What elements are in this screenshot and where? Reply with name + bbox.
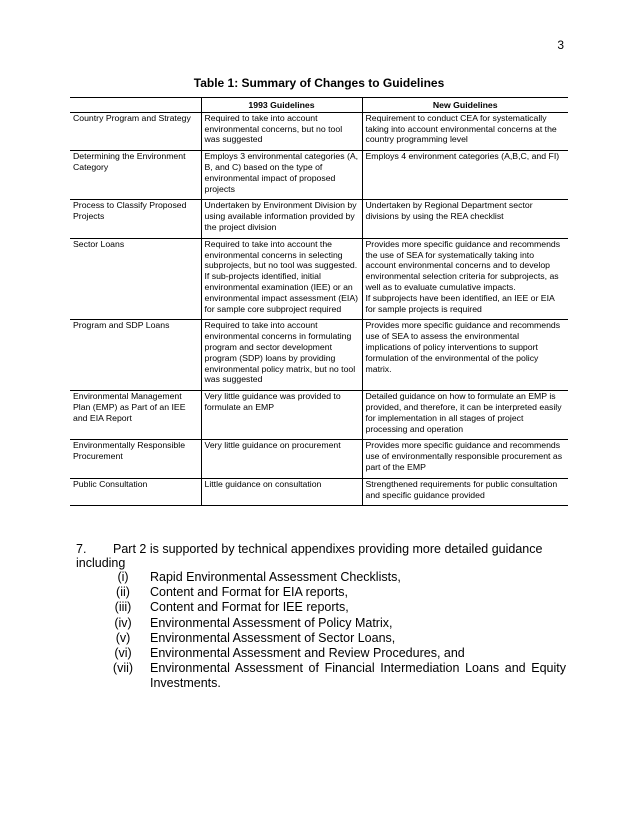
cell-old-guideline: Employs 3 environmental categories (A, B, and C) based on the type of environmental impact of proposed projects xyxy=(201,151,362,200)
list-item-text: Content and Format for EIA reports, xyxy=(150,585,349,600)
list-item-number: (i) xyxy=(117,570,129,584)
list-item-text: Environmental Assessment of Policy Matrix, xyxy=(150,615,393,630)
list-item xyxy=(96,600,566,615)
header-1993-guidelines: 1993 Guidelines xyxy=(201,98,362,113)
list-item xyxy=(96,646,566,661)
list-item xyxy=(96,585,566,600)
table-row xyxy=(70,238,568,320)
cell-old-guideline: Little guidance on consultation xyxy=(201,478,362,506)
list-item xyxy=(96,570,566,585)
list-item-number: (iii) xyxy=(114,600,132,615)
cell-new-guideline: Provides more specific guidance and recommends use of SEA to assess the environmental implications of policy interventions to support formulation of the environmental of the policy matrix. xyxy=(362,320,568,391)
cell-new-guideline: Undertaken by Regional Department sector divisions by using the REA checklist xyxy=(362,200,568,238)
appendix-list xyxy=(96,570,566,692)
cell-new-guideline-extra: If subprojects have been identified, an IEE or EIA for sample projects is required xyxy=(365,292,555,314)
cell-new-guideline: Employs 4 environment categories (A,B,C, and FI) xyxy=(362,151,568,200)
cell-aspect: Process to Classify Proposed Projects xyxy=(70,200,201,238)
list-item-number: (ii) xyxy=(116,585,130,600)
list-item-number: (vi) xyxy=(114,646,132,661)
table-row xyxy=(70,320,568,391)
cell-new-guideline: Detailed guidance on how to formulate an EMP is provided, and therefore, it can be interpreted easily for implementation in all stages of project processing and operation xyxy=(362,391,568,440)
table-row xyxy=(70,151,568,200)
cell-old-guideline: Very little guidance was provided to formulate an EMP xyxy=(201,391,362,440)
cell-new-guideline-text: Provides more specific guidance and recommends the use of SEA for systematically taking into account environmental concerns and to develop environmental selection criteria for subprojects, as well as to evaluate cumulative impacts. xyxy=(365,238,561,292)
cell-new-guideline xyxy=(362,238,568,320)
cell-aspect: Environmental Management Plan (EMP) as Part of an IEE and EIA Report xyxy=(70,391,201,440)
summary-table xyxy=(70,97,568,506)
cell-aspect: Program and SDP Loans xyxy=(70,320,201,391)
list-item xyxy=(96,661,566,691)
cell-old-guideline: Required to take into account environmental concerns in formulating program and sector development program (SDP) loans by providing environmental policy matrix, but no tool was suggested xyxy=(201,320,362,391)
list-item-text: Environmental Assessment of Financial Intermediation Loans and Equity Investments. xyxy=(150,661,566,691)
cell-old-guideline: Undertaken by Environment Division by using available information provided by the project division xyxy=(201,200,362,238)
paragraph-number: 7. xyxy=(76,542,87,556)
cell-aspect: Determining the Environment Category xyxy=(70,151,201,200)
header-new-guidelines: New Guidelines xyxy=(362,98,568,113)
table-row xyxy=(70,112,568,150)
table-row xyxy=(70,478,568,506)
cell-old-guideline: Very little guidance on procurement xyxy=(201,440,362,478)
cell-old-guideline: Required to take into account the environmental concerns in selecting subprojects, but no tool was suggested. If sub-projects identified, initial environmental examination (IEE) or an environmental impact assessment (EIA) for sample core subproject required xyxy=(201,238,362,320)
cell-aspect: Sector Loans xyxy=(70,238,201,320)
cell-aspect: Environmentally Responsible Procurement xyxy=(70,440,201,478)
paragraph-text: Part 2 is supported by technical appendixes providing more detailed guidance including xyxy=(76,542,543,570)
list-item xyxy=(96,616,566,631)
cell-new-guideline: Requirement to conduct CEA for systematically taking into account environmental concerns at the country programming level xyxy=(362,112,568,150)
table-row xyxy=(70,200,568,238)
list-item-number: (v) xyxy=(115,630,131,645)
cell-aspect: Public Consultation xyxy=(70,478,201,506)
list-item xyxy=(96,631,566,646)
page-number: 3 xyxy=(557,38,564,52)
list-item-text: Environmental Assessment and Review Procedures, and xyxy=(150,646,465,661)
cell-old-guideline: Required to take into account environmental concerns, but no tool was suggested xyxy=(201,112,362,150)
cell-aspect: Country Program and Strategy xyxy=(70,112,201,150)
table-row xyxy=(70,440,568,478)
list-item-text: Environmental Assessment of Sector Loans, xyxy=(150,630,396,645)
list-item-text: Content and Format for IEE reports, xyxy=(150,600,349,615)
list-item-number: (iv) xyxy=(114,615,132,630)
list-item-number: (vii) xyxy=(112,661,134,676)
cell-new-guideline: Strengthened requirements for public consultation and specific guidance provided xyxy=(362,478,568,506)
table-row xyxy=(70,391,568,440)
table-title: Table 1: Summary of Changes to Guidelines xyxy=(193,76,445,90)
paragraph-7 xyxy=(76,542,576,570)
header-aspect xyxy=(70,98,201,113)
table-header-row xyxy=(70,98,568,113)
list-item-text: Rapid Environmental Assessment Checklists, xyxy=(150,570,401,584)
cell-new-guideline: Provides more specific guidance and recommends use of environmentally responsible procurement as part of the EMP xyxy=(362,440,568,478)
